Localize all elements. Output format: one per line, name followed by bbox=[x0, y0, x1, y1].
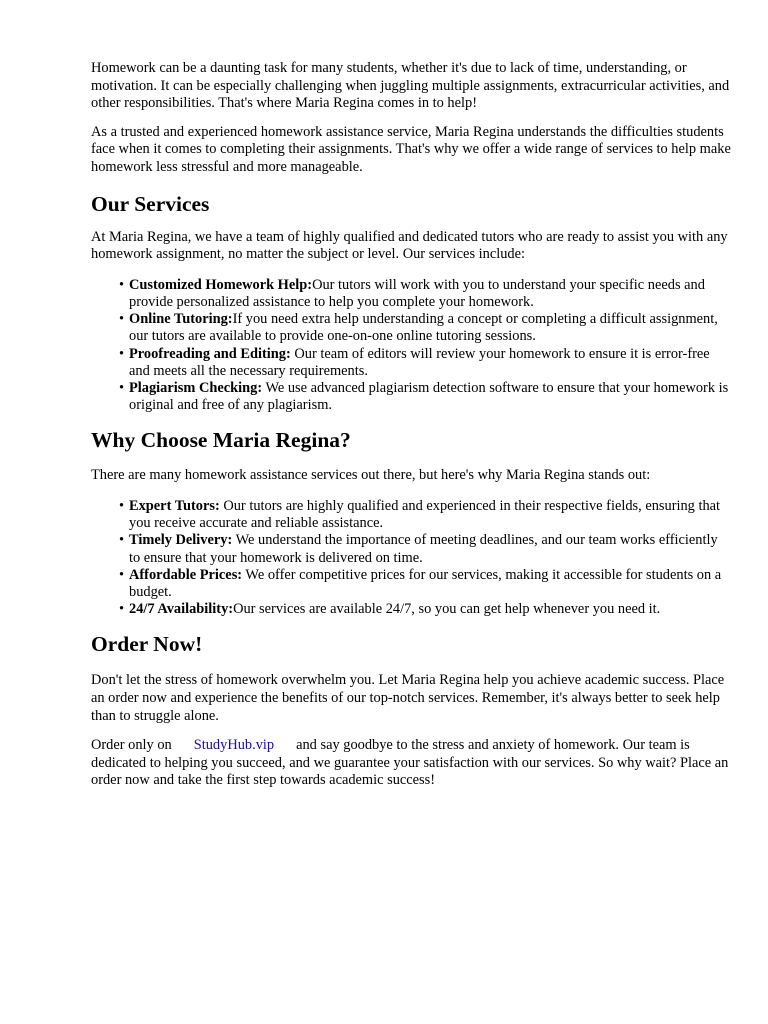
order-text-after-link: and say goodbye to the stress and anxiety of homework. Our team is dedicated to helping you succeed, and we guarantee your satisfaction with our services. So why wait? Place an order now and take the first step towards academic success! bbox=[91, 737, 729, 789]
list-item bbox=[119, 532, 731, 566]
order-heading: Order Now! bbox=[91, 632, 203, 657]
intro-paragraph-2: As a trusted and experienced homework assistance service, Maria Regina understands the difficulties students face when it comes to completing their assignments. That's why we offer a wide range of services to help make homework less stressful and more manageable. bbox=[91, 123, 731, 175]
services-intro: At Maria Regina, we have a team of highly qualified and dedicated tutors who are ready to assist you with any homework assignment, no matter the subject or level. Our services include: bbox=[91, 228, 728, 263]
intro-paragraph-1: Homework can be a daunting task for many students, whether it's due to lack of time, understanding, or motivation. It can be especially challenging when juggling multiple assignments, extracurricular activities, and other responsibilities. That's where Maria Regina comes in to help! bbox=[91, 60, 730, 112]
services-heading: Our Services bbox=[91, 191, 210, 216]
list-item-term: 24/7 Availability: bbox=[129, 601, 234, 618]
list-item bbox=[119, 276, 731, 311]
list-item bbox=[119, 379, 731, 414]
list-item-desc: Our tutors will work with you to understand your specific needs and provide personalized assistance to help you complete your homework. bbox=[129, 276, 705, 310]
studyhub-link[interactable]: StudyHub.vip bbox=[193, 737, 275, 754]
list-item-term: Expert Tutors: bbox=[129, 497, 220, 514]
order-paragraph-1: Don't let the stress of homework overwhelm you. Let Maria Regina help you achieve academic success. Place an order now and experience the benefits of our top-notch services. Remember, it's always better to seek help than to struggle alone. bbox=[91, 672, 725, 724]
list-item bbox=[119, 566, 731, 601]
list-item-term: Online Tutoring: bbox=[129, 311, 233, 328]
list-item-desc: Our tutors are highly qualified and experienced in their respective fields, ensuring that you receive accurate and reliable assistance. bbox=[129, 497, 721, 532]
bullet-icon: • bbox=[119, 566, 125, 583]
services-list bbox=[91, 277, 731, 415]
document-page bbox=[91, 60, 731, 790]
why-choose-heading: Why Choose Maria Regina? bbox=[91, 428, 351, 453]
list-item bbox=[119, 601, 731, 618]
list-item-term: Plagiarism Checking: bbox=[129, 379, 263, 396]
bullet-icon: • bbox=[119, 532, 125, 549]
list-item-desc: We use advanced plagiarism detection software to ensure that your homework is original and free of any plagiarism. bbox=[129, 379, 729, 414]
bullet-icon: • bbox=[119, 276, 125, 293]
list-item-desc: If you need extra help understanding a concept or completing a difficult assignment, our tutors are available to provide one-on-one online tutoring sessions. bbox=[129, 311, 718, 345]
bullet-icon: • bbox=[119, 345, 125, 362]
list-item-desc: We offer competitive prices for our services, making it accessible for students on a budget. bbox=[129, 566, 722, 600]
order-paragraph-2 bbox=[91, 737, 731, 790]
bullet-icon: • bbox=[119, 601, 125, 618]
why-choose-list bbox=[91, 498, 731, 618]
list-item-term: Timely Delivery: bbox=[129, 532, 233, 549]
list-item bbox=[119, 497, 731, 532]
list-item bbox=[119, 311, 731, 345]
bullet-icon: • bbox=[119, 379, 125, 396]
list-item-desc: Our services are available 24/7, so you can get help whenever you need it. bbox=[233, 601, 661, 618]
bullet-icon: • bbox=[119, 497, 125, 514]
list-item-desc: Our team of editors will review your homework to ensure it is error-free and meets all the necessary requirements. bbox=[129, 345, 710, 379]
bullet-icon: • bbox=[119, 311, 125, 328]
list-item-term: Customized Homework Help: bbox=[129, 276, 313, 293]
order-text-before-link: Order only on bbox=[91, 737, 172, 754]
list-item bbox=[119, 345, 731, 380]
list-item-term: Proofreading and Editing: bbox=[129, 345, 291, 362]
list-item-term: Affordable Prices: bbox=[129, 566, 243, 583]
why-choose-intro: There are many homework assistance services out there, but here's why Maria Regina stands out: bbox=[91, 467, 651, 484]
list-item-desc: We understand the importance of meeting deadlines, and our team works efficiently to ensure that your homework is delivered on time. bbox=[129, 532, 718, 566]
